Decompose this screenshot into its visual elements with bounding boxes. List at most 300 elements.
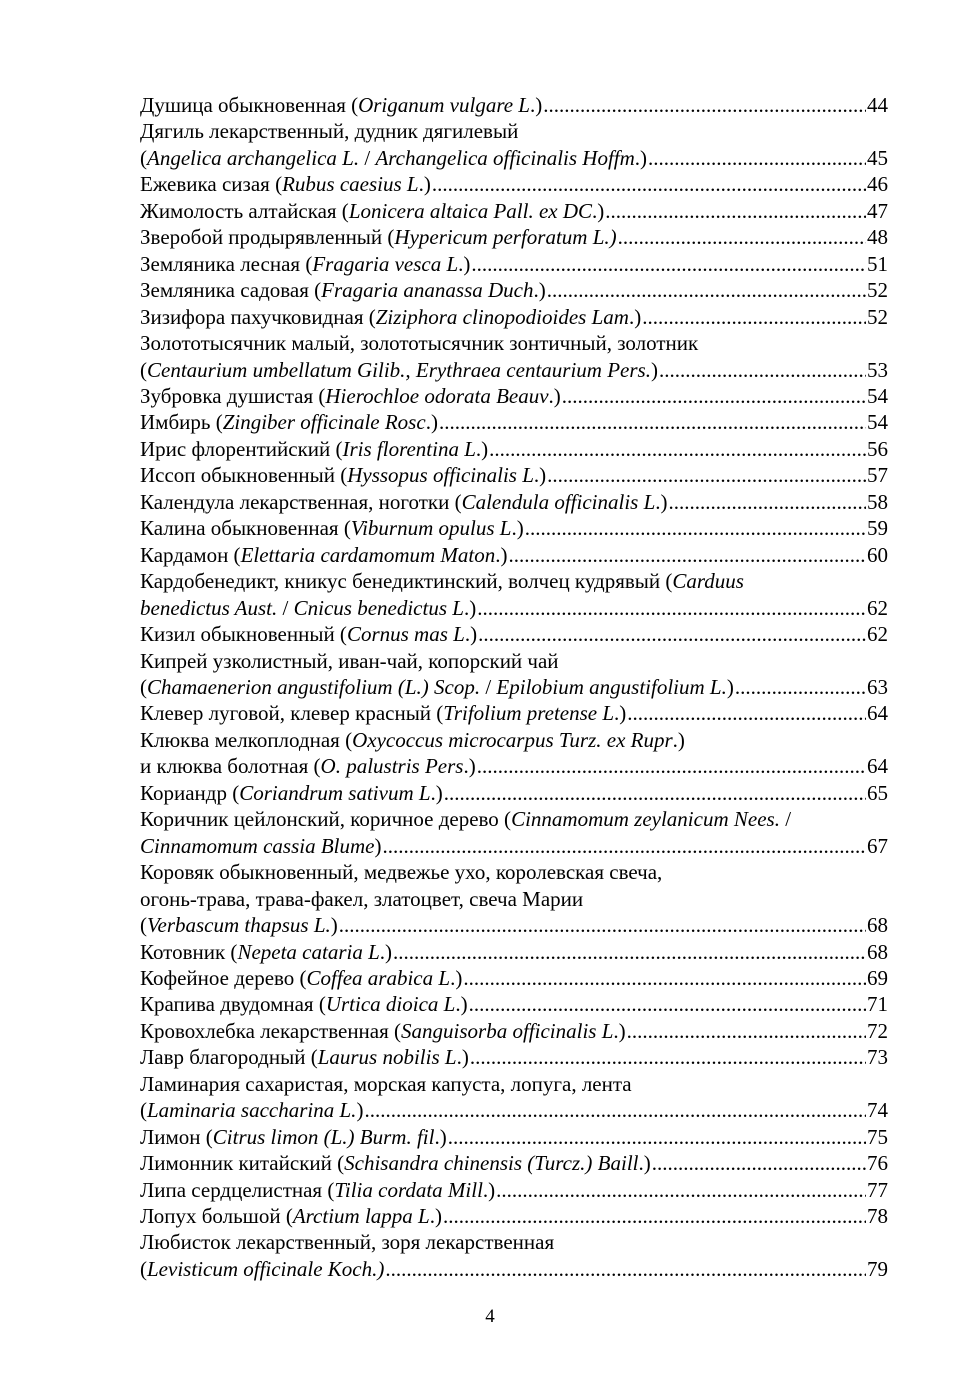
entry-text: .) <box>495 542 508 567</box>
entry-text: Дягиль лекарственный, дудник дягилевый <box>140 119 519 144</box>
toc-page-number: 77 <box>867 1177 888 1202</box>
entry-text: Земляника садовая ( <box>140 278 322 303</box>
toc-page-number: 54 <box>867 410 888 435</box>
toc-entry-text <box>140 1044 469 1070</box>
dot-leader <box>652 1150 866 1176</box>
dot-leader <box>477 753 866 779</box>
entry-text: ( <box>140 1098 147 1123</box>
latin-name: Hypericum perforatum L.) <box>394 225 617 250</box>
toc-entry <box>140 224 888 250</box>
entry-text: Лимон ( <box>140 1124 213 1149</box>
dot-leader <box>627 1018 866 1044</box>
latin-name: Fragaria vesca L <box>312 251 459 276</box>
toc-page-number: 58 <box>867 489 888 514</box>
toc-entry <box>140 1071 888 1124</box>
latin-name: Carduus <box>672 569 744 594</box>
toc-entry-text <box>140 595 476 621</box>
entry-text: .) <box>458 251 471 276</box>
entry-text: .) <box>463 754 476 779</box>
toc-entry-line <box>140 436 888 462</box>
toc-entry-text <box>140 277 546 303</box>
toc-entry-line <box>140 886 888 912</box>
entry-text: .) <box>464 622 478 647</box>
entry-text: и клюква болотная ( <box>140 754 321 779</box>
toc-entry <box>140 1150 888 1176</box>
toc-entry-text <box>140 489 668 515</box>
toc-entry-line <box>140 1177 888 1203</box>
toc-page-number: 62 <box>867 622 888 647</box>
page-number: 4 <box>485 1306 495 1327</box>
toc-entry-text <box>140 965 462 991</box>
toc-entry-text <box>140 92 542 118</box>
toc-entry-text <box>140 780 443 806</box>
toc-page-number: 65 <box>867 780 888 805</box>
entry-text: ( <box>140 145 147 170</box>
toc-entry-line <box>140 357 888 383</box>
entry-text: Золототысячник малый, золототысячник зонтичный, золотник <box>140 331 699 356</box>
dot-leader <box>443 1203 866 1229</box>
entry-text: Крапива двудомная ( <box>140 992 326 1017</box>
toc-entry-line <box>140 198 888 224</box>
toc-entry-text <box>140 621 477 647</box>
table-of-contents <box>140 92 888 1282</box>
toc-entry <box>140 859 888 938</box>
toc-entry-text <box>140 753 476 779</box>
toc-entry-text <box>140 224 617 250</box>
entry-text: .) <box>634 145 648 170</box>
entry-text: .) <box>379 939 393 964</box>
latin-name: Cinnamomum cassia Blume <box>140 833 375 858</box>
dot-leader <box>525 515 866 541</box>
dot-leader <box>648 145 866 171</box>
entry-text: огонь-трава, трава-факел, златоцвет, свеча Марии <box>140 886 584 911</box>
toc-entry-text <box>140 1072 632 1096</box>
entry-text: Земляника лесная ( <box>140 251 313 276</box>
entry-text: Кровохлебка лекарственная ( <box>140 1018 402 1043</box>
toc-entry-line <box>140 621 888 647</box>
toc-page-number: 53 <box>867 357 888 382</box>
toc-entry <box>140 568 888 621</box>
latin-name: Origanum vulgare L <box>358 93 530 117</box>
latin-name: Archangelica officinalis Hoffm <box>375 145 635 170</box>
toc-entry <box>140 991 888 1017</box>
toc-entry-line <box>140 753 888 779</box>
toc-entry-text <box>140 515 524 541</box>
toc-page-number: 68 <box>867 913 888 938</box>
toc-entry-line <box>140 489 888 515</box>
latin-name: Elettaria cardamomum Maton <box>240 542 496 567</box>
toc-entry <box>140 806 888 859</box>
toc-entry-line <box>140 1203 888 1229</box>
toc-entry-text <box>140 728 685 752</box>
entry-text: Калина обыкновенная ( <box>140 516 351 541</box>
dot-leader <box>432 171 866 197</box>
latin-name: Trifolium pretense L <box>443 701 615 726</box>
dot-leader <box>489 436 866 462</box>
latin-name: Urtica dioica L <box>325 992 456 1017</box>
dot-leader <box>547 462 866 488</box>
entry-text: Кардамон ( <box>140 542 241 567</box>
dot-leader <box>463 965 866 991</box>
latin-name: Hyssopus officinalis L <box>347 463 534 488</box>
toc-page-number: 75 <box>867 1124 888 1149</box>
latin-name: Chamaenerion angustifolium (L.) Scop. <box>147 674 481 699</box>
dot-leader <box>562 383 866 409</box>
toc-entry-text <box>140 912 338 938</box>
toc-entry-line <box>140 939 888 965</box>
entry-text: Зизифора пахучковидная ( <box>140 304 376 329</box>
latin-name: Verbascum thapsus L. <box>147 913 331 938</box>
dot-leader <box>339 912 866 938</box>
toc-entry-line <box>140 833 888 859</box>
toc-entry-line <box>140 542 888 568</box>
toc-entry-text <box>140 649 559 673</box>
entry-text: ) <box>330 913 338 938</box>
entry-text: .) <box>425 410 438 435</box>
toc-entry-text <box>140 1097 363 1123</box>
toc-entry-line <box>140 991 888 1017</box>
entry-text: Кофейное дерево ( <box>140 965 307 990</box>
entry-text: .) <box>533 463 547 488</box>
toc-entry <box>140 648 888 701</box>
toc-entry-line <box>140 648 888 674</box>
toc-entry-line <box>140 462 888 488</box>
toc-page-number: 76 <box>867 1151 888 1176</box>
toc-entry-text <box>140 833 382 859</box>
entry-text: Любисток лекарственный, зоря лекарственная <box>140 1230 555 1255</box>
toc-entry-line <box>140 171 888 197</box>
latin-name: Citrus limon (L.) Burm. fil <box>212 1124 435 1149</box>
latin-name: Angelica archangelica L. <box>147 145 360 170</box>
dot-leader <box>509 542 866 568</box>
toc-entry-text <box>140 383 561 409</box>
toc-entry <box>140 1203 888 1229</box>
toc-entry-text <box>140 569 744 593</box>
entry-text: .) <box>475 436 489 461</box>
latin-name: Schisandra chinensis (Turcz.) Baill <box>344 1151 639 1176</box>
toc-page-number: 64 <box>867 701 888 726</box>
entry-text: ) <box>650 357 658 382</box>
toc-entry <box>140 383 888 409</box>
toc-entry-line <box>140 409 888 435</box>
toc-page-number: 67 <box>867 833 888 858</box>
toc-entry <box>140 515 888 541</box>
toc-entry <box>140 330 888 383</box>
toc-page-number: 57 <box>867 463 888 488</box>
toc-entry-line <box>140 251 888 277</box>
toc-entry-line <box>140 912 888 938</box>
entry-text: Ирис флорентийский ( <box>140 436 343 461</box>
toc-entry-line <box>140 595 888 621</box>
toc-entry <box>140 118 888 171</box>
entry-text: .) <box>511 516 524 541</box>
latin-name: Iris florentina L <box>342 436 476 461</box>
toc-entry-text <box>140 939 392 965</box>
dot-leader <box>735 674 866 700</box>
dot-leader <box>547 277 866 303</box>
entry-text: .) <box>613 1018 626 1043</box>
toc-entry-text <box>140 198 604 224</box>
entry-text: Календула лекарственная, ноготки ( <box>140 489 462 514</box>
entry-text: Зубровка душистая ( <box>140 383 326 408</box>
entry-text: Душица обыкновенная ( <box>140 93 359 117</box>
entry-text: .) <box>655 489 668 514</box>
toc-entry-line <box>140 515 888 541</box>
entry-text: .) <box>529 93 543 117</box>
entry-text: Зверобой продырявленный ( <box>140 225 395 250</box>
toc-entry-line <box>140 1044 888 1070</box>
latin-name: Calendula officinalis L <box>461 489 656 514</box>
entry-text: .) <box>548 383 561 408</box>
toc-page-number: 78 <box>867 1204 888 1229</box>
entry-text: Ежевика сизая ( <box>140 172 283 197</box>
toc-entry-line <box>140 1097 888 1123</box>
toc-entry <box>140 1177 888 1203</box>
toc-entry-line <box>140 1018 888 1044</box>
latin-name: Ziziphora clinopodioides Lam <box>375 304 629 329</box>
toc-entry-text <box>140 462 546 488</box>
toc-entry-line <box>140 92 888 118</box>
toc-page-number: 54 <box>867 383 888 408</box>
toc-entry-text <box>140 357 658 383</box>
entry-text: .) <box>455 992 468 1017</box>
entry-text: Липа сердцелистная ( <box>140 1177 335 1202</box>
latin-name: Laurus nobilis L <box>317 1045 457 1070</box>
entry-text: .) <box>418 172 431 197</box>
entry-text: Иссоп обыкновенный ( <box>140 463 348 488</box>
dot-leader <box>470 1044 866 1070</box>
latin-name: Rubus caesius L <box>282 172 419 197</box>
latin-name: Laminaria saccharina L. <box>147 1098 357 1123</box>
toc-page-number: 48 <box>867 225 888 250</box>
dot-leader <box>605 198 866 224</box>
toc-entry-text <box>140 1256 384 1282</box>
dot-leader <box>383 833 867 859</box>
toc-entry <box>140 780 888 806</box>
toc-entry <box>140 727 888 780</box>
toc-entry-line <box>140 1256 888 1282</box>
toc-entry-line <box>140 568 888 594</box>
latin-name: Zingiber officinale Rosc <box>222 410 426 435</box>
toc-page-number: 46 <box>867 172 888 197</box>
toc-entry-text <box>140 700 626 726</box>
entry-text: ( <box>140 913 147 938</box>
toc-entry-text <box>140 409 438 435</box>
toc-entry-line <box>140 330 888 356</box>
toc-page-number: 62 <box>867 595 888 620</box>
toc-entry-text <box>140 171 431 197</box>
entry-text: Котовник ( <box>140 939 238 964</box>
latin-name: Hierochloe odorata Beauv <box>325 383 549 408</box>
entry-text: ( <box>140 357 147 382</box>
toc-page-number: 73 <box>867 1045 888 1070</box>
toc-page-number: 60 <box>867 542 888 567</box>
toc-entry-line <box>140 1071 888 1097</box>
entry-text: .) <box>672 727 685 752</box>
toc-entry <box>140 409 888 435</box>
toc-page-number: 74 <box>867 1098 888 1123</box>
entry-text: .) <box>592 198 605 223</box>
latin-name: Fragaria ananassa Duch <box>321 278 534 303</box>
latin-name: Tilia cordata Mill <box>334 1177 483 1202</box>
dot-leader <box>669 489 866 515</box>
toc-page-number: 59 <box>867 516 888 541</box>
toc-entry-line <box>140 674 888 700</box>
latin-name: Nepeta cataria L <box>237 939 380 964</box>
latin-name: Coffea arabica L <box>306 965 451 990</box>
toc-entry-line <box>140 859 888 885</box>
dot-leader <box>659 357 866 383</box>
toc-entry-line <box>140 780 888 806</box>
toc-entry <box>140 251 888 277</box>
dot-leader <box>627 700 866 726</box>
entry-text: Ламинария сахаристая, морская капуста, лопуга, лента <box>140 1071 632 1096</box>
toc-entry-line <box>140 118 888 144</box>
toc-entry-line <box>140 145 888 171</box>
entry-text: / <box>277 595 294 620</box>
entry-text: Кардобенедикт, кникус бенедиктинский, волчец кудрявый ( <box>140 569 673 594</box>
dot-leader <box>393 939 866 965</box>
entry-text: Клюква мелкоплодная ( <box>140 727 353 752</box>
entry-text: / <box>779 807 792 832</box>
toc-entry <box>140 965 888 991</box>
entry-text: .) <box>456 1045 469 1070</box>
toc-page-number: 79 <box>867 1256 888 1281</box>
toc-entry <box>140 436 888 462</box>
toc-entry-line <box>140 700 888 726</box>
toc-page-number: 63 <box>867 674 888 699</box>
entry-text: Кориандр ( <box>140 780 240 805</box>
toc-entry <box>140 542 888 568</box>
toc-entry-line <box>140 224 888 250</box>
toc-entry-text <box>140 1150 651 1176</box>
toc-page-number: 68 <box>867 939 888 964</box>
toc-page-number: 69 <box>867 965 888 990</box>
latin-name: Epilobium angustifolium L. <box>496 674 727 699</box>
toc-entry-line <box>140 277 888 303</box>
entry-text: ) <box>374 833 382 858</box>
toc-entry-text <box>140 674 734 700</box>
entry-text: Имбирь ( <box>140 410 223 435</box>
entry-text: Кизил обыкновенный ( <box>140 622 347 647</box>
toc-entry-text <box>140 331 698 355</box>
toc-entry <box>140 489 888 515</box>
toc-entry-text <box>140 807 791 831</box>
entry-text: .) <box>533 278 546 303</box>
entry-text: .) <box>434 1124 447 1149</box>
toc-entry-text <box>140 1177 495 1203</box>
toc-entry-line <box>140 727 888 753</box>
toc-entry-text <box>140 887 583 911</box>
toc-entry-text <box>140 145 647 171</box>
toc-page-number: 72 <box>867 1018 888 1043</box>
toc-entry <box>140 621 888 647</box>
dot-leader <box>471 251 866 277</box>
entry-text: ) <box>356 1098 364 1123</box>
toc-entry-line <box>140 1229 888 1255</box>
latin-name: Oxycoccus microcarpus Turz. ex Rupr <box>352 727 673 752</box>
dot-leader <box>478 621 866 647</box>
toc-entry-line <box>140 1150 888 1176</box>
dot-leader <box>364 1097 866 1123</box>
toc-entry-text <box>140 1124 447 1150</box>
toc-entry <box>140 700 888 726</box>
entry-text: Жимолость алтайская ( <box>140 198 349 223</box>
entry-text: .) <box>450 965 463 990</box>
toc-entry-line <box>140 965 888 991</box>
toc-entry <box>140 198 888 224</box>
entry-text: Коровяк обыкновенный, медвежье ухо, королевская свеча, <box>140 860 663 885</box>
toc-page-number: 45 <box>867 145 888 170</box>
toc-entry-line <box>140 383 888 409</box>
latin-name: Lonicera altaica Pall. ex DC <box>348 198 593 223</box>
entry-text: .) <box>614 701 627 726</box>
dot-leader <box>618 224 866 250</box>
latin-name: Coriandrum sativum L <box>239 780 431 805</box>
entry-text: Лавр благородный ( <box>140 1045 318 1070</box>
entry-text: .) <box>429 1204 442 1229</box>
entry-text: / <box>480 674 497 699</box>
toc-entry-line <box>140 1124 888 1150</box>
latin-name: Cnicus benedictus L <box>293 595 464 620</box>
entry-text: Клевер луговой, клевер красный ( <box>140 701 444 726</box>
toc-entry-text <box>140 1018 626 1044</box>
dot-leader <box>385 1256 866 1282</box>
toc-page-number: 64 <box>867 754 888 779</box>
toc-entry <box>140 277 888 303</box>
latin-name: Centaurium umbellatum Gilib., Erythraea centaurium Pers. <box>147 357 651 382</box>
toc-entry <box>140 171 888 197</box>
toc-entry-line <box>140 806 888 832</box>
toc-entry-text <box>140 991 468 1017</box>
dot-leader <box>642 304 866 330</box>
entry-text: .) <box>638 1151 651 1176</box>
toc-page-number: 56 <box>867 436 888 461</box>
dot-leader <box>448 1124 866 1150</box>
entry-text: / <box>359 145 376 170</box>
dot-leader <box>496 1177 866 1203</box>
toc-entry <box>140 462 888 488</box>
toc-entry-text <box>140 1203 442 1229</box>
latin-name: benedictus Aust. <box>140 595 278 620</box>
toc-entry <box>140 1229 888 1282</box>
toc-page-number: 71 <box>867 992 888 1017</box>
toc-entry-text <box>140 860 662 884</box>
entry-text: Лопух большой ( <box>140 1204 293 1229</box>
toc-page-number: 47 <box>867 198 888 223</box>
toc-entry-text <box>140 436 488 462</box>
entry-text: .) <box>463 595 477 620</box>
dot-leader <box>469 991 866 1017</box>
toc-entry-text <box>140 1230 554 1254</box>
latin-name: Cornus mas L <box>346 622 465 647</box>
toc-entry-line <box>140 304 888 330</box>
toc-page-number: 44 <box>867 93 888 117</box>
entry-text: .) <box>482 1177 496 1202</box>
latin-name: Arctium lappa L <box>292 1204 430 1229</box>
toc-entry <box>140 1124 888 1150</box>
latin-name: Viburnum opulus L <box>350 516 512 541</box>
latin-name: Cinnamomum zeylanicum Nees. <box>511 807 780 832</box>
toc-page-number: 52 <box>867 304 888 329</box>
dot-leader <box>543 92 866 118</box>
entry-text: ) <box>726 674 734 699</box>
toc-entry <box>140 939 888 965</box>
toc-page-number: 52 <box>867 278 888 303</box>
entry-text: Коричник цейлонский, коричное дерево ( <box>140 807 512 832</box>
latin-name: Sanguisorba officinalis L <box>401 1018 614 1043</box>
dot-leader <box>439 409 866 435</box>
